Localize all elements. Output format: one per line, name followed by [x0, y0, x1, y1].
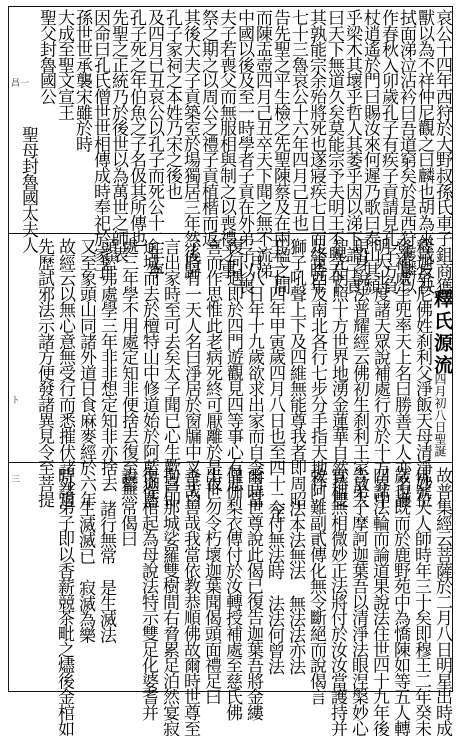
- text-column: 釋迦牟尼佛姓刹利父淨飯天母清淨妙位: [412, 238, 432, 507]
- margin-mark: 三: [11, 475, 21, 485]
- text-column: 實相無相微妙正法將付於汝汝當護持并: [327, 467, 347, 736]
- text-column-title: 聖父封魯國公: [36, 9, 56, 104]
- text-column: 夫子若喪父而無服相與制之以喪禮之事: [216, 9, 236, 278]
- text-column: 作春秋入卯歲孔子有疾子貢請見孔子方負: [378, 9, 398, 294]
- margin-mark: ト: [11, 396, 21, 406]
- text-column: 足東西及南北各行七步分手指天地作: [307, 238, 327, 491]
- text-column: 及四月已丑哀公以孔子而死公十二年寧: [144, 9, 164, 278]
- text-column: 拘尸那城娑羅雙樹間右脅累足泊然宴寂: [159, 467, 179, 736]
- text-column: 拭面涕泣沾衿曰吾道窮矣於是西狩獲麟以: [396, 9, 416, 294]
- text-column: 說無常偈曰: [117, 467, 137, 547]
- text-column: 乎梁木其壞乎哲人其萎乎因以涕下謂子貢: [342, 9, 362, 294]
- text-column: 明大士度諸天眾說補處行亦於十方界中: [370, 238, 390, 507]
- verse-line: 生滅滅已 寂滅為樂: [75, 500, 95, 643]
- text-column: 先聖之正統乃於後世以為萬世之師表: [108, 9, 128, 262]
- text-column: 哀公十四年西狩於大野叔孫氏車子鉏商獲: [432, 9, 452, 294]
- text-column: 獸以為不祥仲尼觀之曰麟也胡為來哉反袂: [414, 9, 434, 294]
- text-column: 中國以後及至一時學者子貢在外弟子以喪: [234, 9, 254, 294]
- text-column: 又至象頭山同諸外道日食麻麥經於六年: [76, 238, 96, 507]
- section-heading: 釋氏源流: [431, 289, 453, 377]
- text-column: 告先聖之平生檢之先聖陳蔡及在兩楹之間: [270, 9, 290, 294]
- text-column: 杖逍遙於門曰賜汝來何遲乃歌曰泰山其頹: [360, 9, 380, 294]
- text-column: 二月八日年十九歲欲求出家而自念言當: [244, 238, 264, 507]
- text-column: 現身說法普耀經云佛初生刹利王家放大: [349, 238, 369, 507]
- text-column: 子時有一天人名曰淨居於窗牖中叉手白: [181, 238, 201, 507]
- text-column: 其孰能宗余殆將死也遂寢疾七日而終時年: [306, 9, 326, 294]
- text-column: 其後大夫子貢築室於場獨居三年然後歸: [180, 9, 200, 278]
- verse-line: 諸行無常 是生滅法: [96, 500, 116, 643]
- text-column: 而陳盂壺四月己丑卒天下聞之無不流涕: [252, 9, 272, 278]
- text-column-title: 聖母封魯國太夫人: [18, 126, 38, 253]
- text-column: 處三年學不用處定知非便捨去復至鬱: [118, 238, 138, 491]
- text-column: 善哉善哉我當依教恭順佛故爾時世尊至: [180, 467, 200, 736]
- verse-line: 法本法無法 無法法亦法: [285, 500, 305, 674]
- text-column: 佛號天人師時年三十矣即穆王二年癸未: [411, 467, 431, 736]
- text-column: 故經云以無心意無受行而悉摧伏諸外道: [55, 238, 75, 507]
- text-column: 逾城而去於檀特山中修道始於阿藍迦藍: [139, 238, 159, 507]
- text-column: 曰天下無道久矣莫能宗予夫明王不興天下: [324, 9, 344, 294]
- text-column: 祭之期之以周公之禮子貢植楷而返: [198, 9, 218, 247]
- text-column: 智光明照十方世界地湧金蓮華自然捧雙: [328, 238, 348, 507]
- text-column: 復從棺起為母說法特示雙足化婆耆并: [138, 467, 158, 720]
- margin-mark: 昌一: [11, 79, 30, 89]
- text-column: 孔子家祠之本姓乃宋之後也: [162, 9, 182, 199]
- text-column: 孔子死之年伯魚之子名伋其所傳也: [126, 9, 146, 247]
- text-column: 出世勿令朽壞迦葉聞偈頭面禮足曰: [201, 467, 221, 705]
- register-bottom: [9, 464, 452, 736]
- text-column: 登補處生兜率天上名曰勝善天人亦名護: [391, 238, 411, 507]
- text-column: 敕阿難副貳傳化無令斷絕而說偈言: [306, 467, 326, 705]
- text-column: 孫世世承襲宋雖於時: [72, 9, 92, 152]
- text-column: 故普集經云菩薩於二月八日明星出時成: [432, 467, 452, 736]
- text-column: 先歷試邪法示諸方便發諸異見令至菩提: [34, 238, 54, 507]
- text-column: 言出家時至可去矣太子聞已心生歡喜即: [160, 238, 180, 507]
- text-column-title: 大成至聖文宣王: [54, 9, 74, 120]
- text-column: 七十三魯哀公十六年四月己丑也: [288, 9, 308, 231]
- verse-line: 今付無法時 法法何曾法: [264, 500, 284, 674]
- text-column: 復何遇即於四門遊觀見四等事心有悲: [223, 238, 243, 491]
- text-column: 僧伽梨衣傳付於汝轉授補處至慈氏佛: [222, 467, 242, 720]
- text-column: 告弟子摩訶迦葉吾以清淨法眼涅槃妙心: [348, 467, 368, 736]
- text-column: 因命曰孔氏僧世世相傳成時奉祀於家子: [90, 9, 110, 278]
- section-subtitle: 四月初八日聖誕: [433, 373, 447, 457]
- text-column: 爾時世尊說此偈已復告迦葉吾將金縷: [243, 467, 263, 720]
- register-top: [9, 6, 452, 294]
- text-column: 王二十四年甲寅歲四月八日也至四十二年: [265, 238, 285, 523]
- text-column: 喜而作思惟此老病死終可厭離於是夜: [202, 238, 222, 491]
- text-column: 頭藍弗處學三年非非想定知非亦捨去: [97, 238, 117, 491]
- text-column: 獅子吼聲上下及四維無能尊我者即周昭: [286, 238, 306, 507]
- text-column: 歲也既而於鹿野苑中為憍陳如等五人轉: [390, 467, 410, 736]
- text-column: 四諦法輪而論道果說法住世四十九年後: [369, 467, 389, 736]
- text-column: 時諸弟子即以香薪競茶毗之燼後金棺如: [54, 467, 74, 736]
